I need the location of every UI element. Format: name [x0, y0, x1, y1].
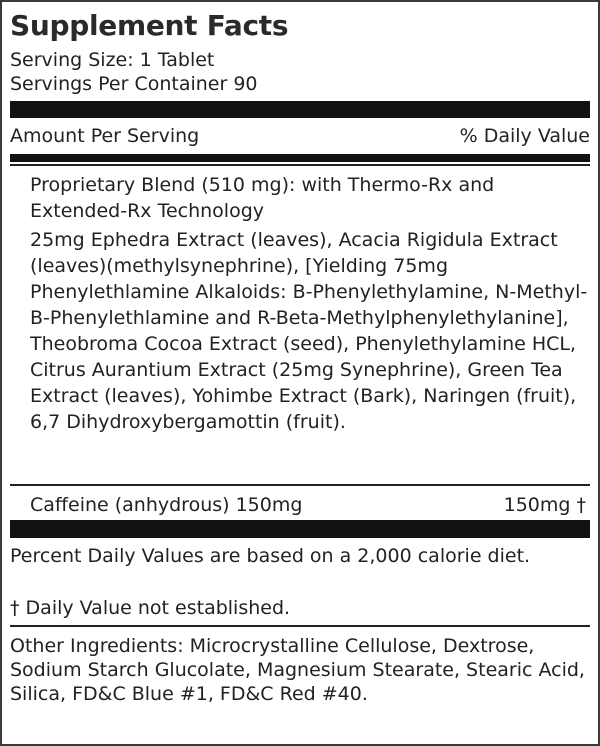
thick-divider-bottom [10, 520, 590, 538]
thin-divider-b [10, 484, 590, 486]
daily-value-header: % Daily Value [459, 125, 590, 147]
daily-value-not-established-note: † Daily Value not established. [10, 597, 291, 619]
caffeine-amount: 150mg † [503, 494, 586, 516]
servings-per-container: Servings Per Container 90 [10, 73, 258, 95]
amount-per-serving-header: Amount Per Serving [10, 125, 200, 147]
proprietary-blend-title: Proprietary Blend (510 mg): with Thermo-Rx and Extended-Rx Technology [30, 174, 495, 222]
thick-divider-top [10, 101, 590, 118]
medium-divider [10, 154, 590, 162]
thin-divider-a [10, 164, 590, 166]
proprietary-blend-ingredients: 25mg Ephedra Extract (leaves), Acacia Rigidula Extract (leaves)(methylsynephrine), [Yielding 75mg Phenylethlamine Alkaloids: B-Phenylethylamine, N-Methyl-B-Phenylethlamine and R-Beta-Methylphenylethylanine], Theobroma Cocoa Extract (seed), Phenylethylamine HCL, Citrus Aurantium Extract (25mg Synephrine), Green Tea Extract (leaves), Yohimbe Extract (Bark), Naringen (fruit), 6,7 Dihydroxybergamottin (fruit). [30, 229, 588, 433]
thin-divider-c [10, 625, 590, 627]
serving-size: Serving Size: 1 Tablet [10, 49, 215, 71]
caffeine-name: Caffeine (anhydrous) 150mg [30, 494, 303, 516]
other-ingredients: Other Ingredients: Microcrystalline Cellulose, Dextrose, Sodium Starch Glucolate, Magnesium Stearate, Stearic Acid, Silica, FD&C Blue #1, FD&C Red #40. [10, 635, 585, 705]
label-title: Supplement Facts [10, 9, 289, 42]
percent-daily-value-note: Percent Daily Values are based on a 2,000 calorie diet. [10, 545, 531, 567]
column-header-row [10, 124, 590, 148]
caffeine-row [30, 492, 586, 518]
